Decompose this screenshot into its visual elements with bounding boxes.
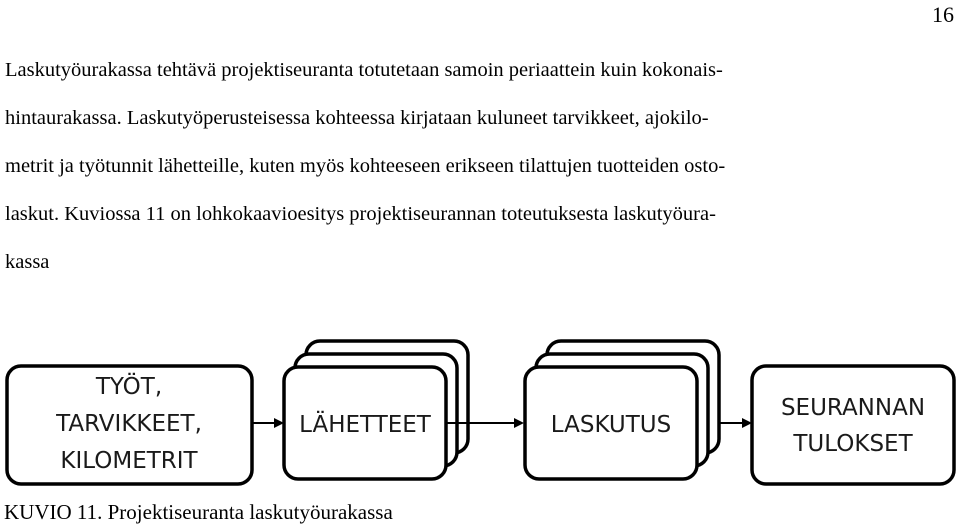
box-tulokset-line-1: SEURANNAN	[780, 395, 926, 421]
paragraph-line-5: kassa	[5, 251, 50, 273]
block-diagram	[0, 336, 960, 496]
paragraph-line-2: hintaurakassa. Laskutyöperusteisessa kohteessa kirjataan kuluneet tarvikkeet, ajokilo-	[5, 107, 709, 129]
box-inputs-line-1: TYÖT,	[95, 374, 163, 400]
box-laskutus-label: LASKUTUS	[550, 412, 672, 438]
box-inputs-line-3: KILOMETRIT	[60, 448, 198, 474]
box-tulokset	[752, 366, 954, 484]
page-number: 16	[932, 2, 954, 27]
paragraph-line-3: metrit ja työtunnit lähetteille, kuten myös kohteeseen erikseen tilattujen tuotteiden osto-	[5, 155, 726, 177]
paragraph-line-1: Laskutyöurakassa tehtävä projektiseuranta totutetaan samoin periaattein kuin kokonais-	[5, 59, 723, 81]
box-lahetteet-label: LÄHETTEET	[299, 412, 431, 438]
box-inputs-line-2: TARVIKKEET,	[56, 411, 202, 437]
figure-caption: KUVIO 11. Projektiseuranta laskutyöurakassa	[4, 500, 393, 524]
box-tulokset-line-2: TULOKSET	[793, 431, 913, 457]
paragraph-line-4: laskut. Kuviossa 11 on lohkokaavioesitys projektiseurannan toteutuksesta laskutyöura-	[5, 203, 716, 225]
